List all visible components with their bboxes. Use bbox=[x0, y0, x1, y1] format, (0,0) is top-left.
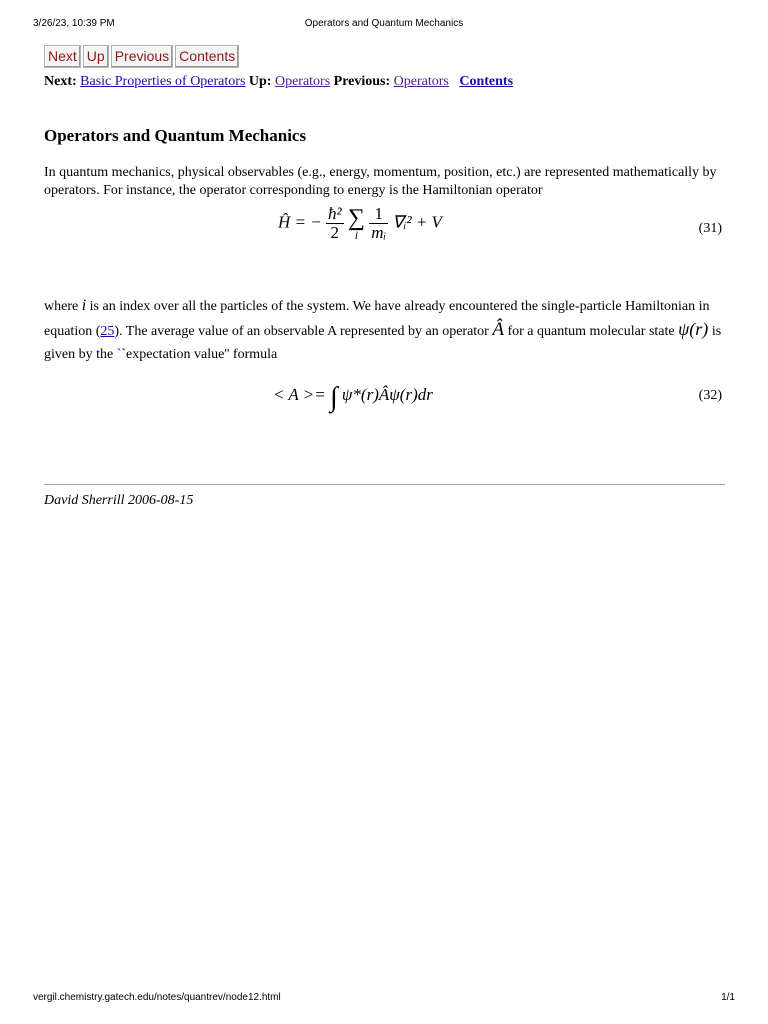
up-label: Up: bbox=[248, 74, 272, 89]
previous-label: Previous: bbox=[333, 74, 391, 89]
p2-text-5: is given by the ``expectation value'' formula bbox=[44, 324, 722, 362]
sum-symbol: ∑ bbox=[347, 204, 365, 231]
author-line: David Sherrill 2006-08-15 bbox=[44, 493, 194, 508]
eq32-integrand: ψ*(r)Âψ(r)dr bbox=[341, 385, 433, 404]
eq31-two: 2 bbox=[330, 223, 340, 242]
previous-link[interactable]: Operators bbox=[393, 74, 449, 89]
eq31-rest: ∇ᵢ² + V bbox=[392, 212, 442, 232]
eq31-hbar-fraction bbox=[326, 205, 344, 242]
print-footer bbox=[0, 992, 768, 1006]
eq31-mi: mᵢ bbox=[371, 223, 387, 242]
p2-text-4: for a quantum molecular state bbox=[507, 324, 675, 339]
eq31-hbar-sq: ħ² bbox=[327, 204, 342, 223]
eq31-sum bbox=[347, 204, 365, 242]
eq31-one: 1 bbox=[369, 205, 388, 224]
p2-text-3: ). The average value of an observable A represented by an operator bbox=[114, 324, 489, 339]
psi-r-symbol: ψ(r) bbox=[678, 319, 709, 339]
nav-text-links bbox=[44, 73, 513, 90]
equation-25-link[interactable]: 25 bbox=[100, 324, 115, 339]
next-button[interactable]: Next bbox=[44, 45, 81, 68]
eq32-lhs: < A >= bbox=[273, 385, 326, 404]
print-page-number: 1/1 bbox=[721, 992, 735, 1003]
eq32-number: (32) bbox=[698, 388, 722, 403]
eq31-number: (31) bbox=[698, 221, 722, 236]
contents-button[interactable]: Contents bbox=[175, 45, 239, 68]
a-hat-symbol: Â bbox=[492, 319, 504, 340]
eq31-mass-fraction bbox=[369, 205, 388, 242]
equation-32 bbox=[0, 378, 768, 418]
paragraph-expectation bbox=[44, 294, 724, 366]
paragraph-intro: In quantum mechanics, physical observables (e.g., energy, momentum, position, etc.) are represented mathematically by operators. For instance, the operator corresponding to energy is the Hamiltonian operator bbox=[44, 165, 717, 198]
next-label: Next: bbox=[44, 74, 77, 89]
print-url: vergil.chemistry.gatech.edu/notes/quantrev/node12.html bbox=[33, 992, 281, 1003]
i-symbol: i bbox=[81, 297, 87, 314]
integral-symbol: ∫ bbox=[329, 382, 338, 413]
equation-31 bbox=[0, 205, 768, 255]
p2-text-2: is an index over all the particles of the system. We have already encountered the single-particle Hamiltonian in equation ( bbox=[44, 299, 710, 339]
page-title: Operators and Quantum Mechanics bbox=[44, 126, 307, 145]
nav-button-bar bbox=[44, 45, 239, 68]
divider bbox=[44, 484, 725, 485]
next-link[interactable]: Basic Properties of Operators bbox=[80, 74, 246, 89]
print-doc-title: Operators and Quantum Mechanics bbox=[304, 18, 464, 29]
print-header bbox=[0, 18, 768, 32]
eq31-lhs: Ĥ = − bbox=[278, 212, 322, 232]
p2-text-1: where bbox=[44, 299, 79, 314]
previous-button[interactable]: Previous bbox=[111, 45, 173, 68]
contents-link[interactable]: Contents bbox=[459, 74, 514, 89]
up-button[interactable]: Up bbox=[83, 45, 109, 68]
eq31-sum-index: i bbox=[354, 227, 359, 242]
up-link[interactable]: Operators bbox=[274, 74, 331, 89]
print-datetime: 3/26/23, 10:39 PM bbox=[33, 18, 115, 29]
